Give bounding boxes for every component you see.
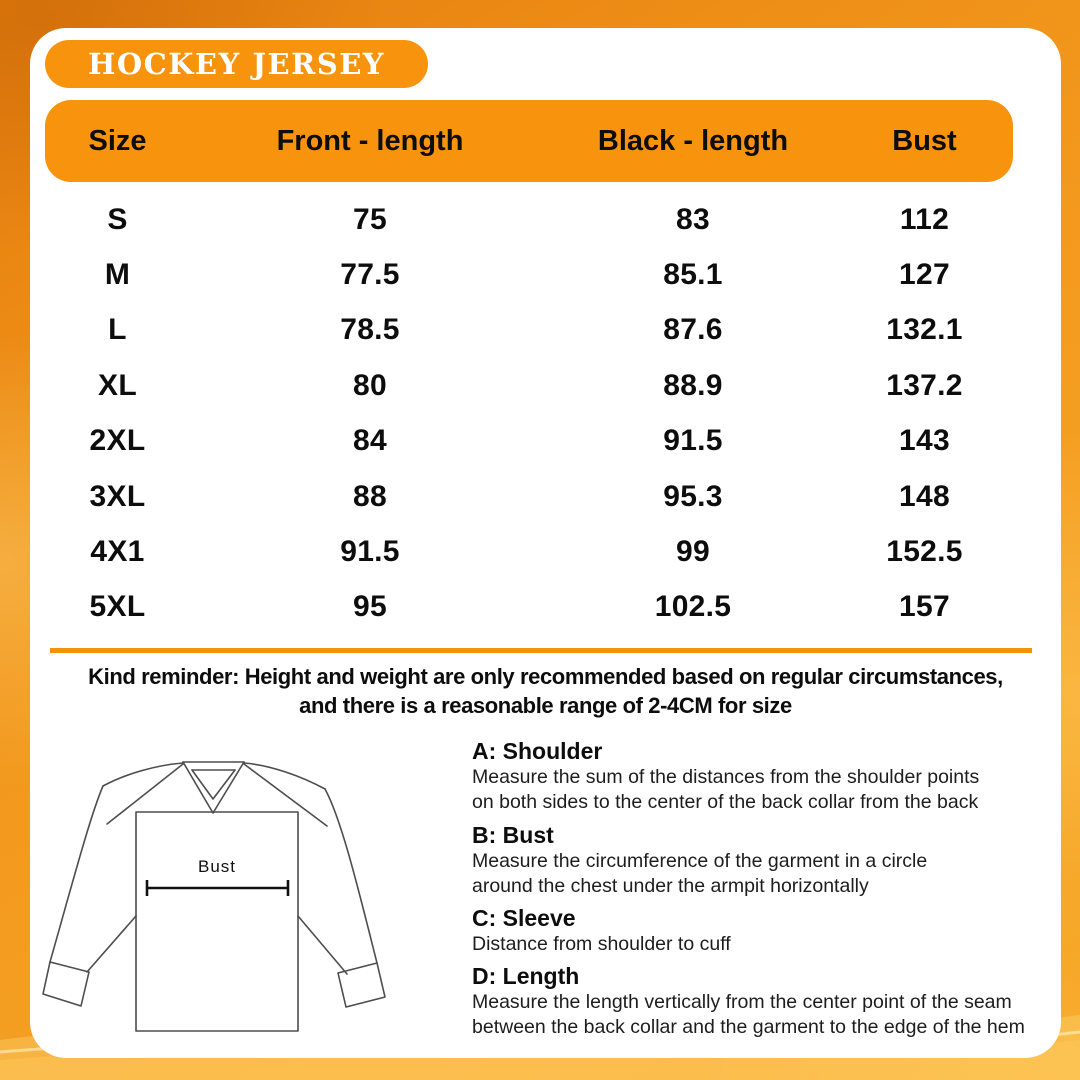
front-length-cell: 84 [353, 424, 387, 458]
guide-title: B: Bust [472, 822, 554, 848]
size-cell: XL [98, 368, 137, 402]
kind-reminder [30, 662, 1061, 720]
size-cell: L [108, 313, 127, 347]
front-length-cell: 78.5 [340, 313, 400, 347]
front-length-cell: 77.5 [340, 258, 400, 292]
product-title: HOCKEY JERSEY [87, 47, 386, 81]
guide-section-length [472, 963, 1025, 1040]
kind-reminder-line: and there is a reasonable range of 2-4CM for size [299, 693, 792, 718]
table-row [45, 192, 1013, 247]
guide-text-line: between the back collar and the garment to the edge of the hem [472, 1016, 1025, 1038]
table-row [45, 414, 1013, 469]
table-row [45, 303, 1013, 358]
guide-section-bust [472, 822, 927, 899]
guide-title: C: Sleeve [472, 905, 576, 931]
guide-text-line: Distance from shoulder to cuff [472, 933, 731, 955]
jersey-diagram [30, 720, 450, 1050]
back-length-cell: 85.1 [663, 258, 723, 292]
jersey-body [136, 812, 298, 1031]
bust-cell: 143 [899, 424, 950, 458]
bust-cell: 132.1 [886, 313, 963, 347]
back-length-cell: 87.6 [663, 313, 723, 347]
size-cell: M [104, 258, 131, 292]
table-row [45, 358, 1013, 413]
header-front-length: Front - length [276, 124, 464, 157]
guide-text-line: around the chest under the armpit horizontally [472, 875, 869, 897]
table-row [45, 469, 1013, 524]
guide-text-line: Measure the circumference of the garment in a circle [472, 850, 928, 872]
bust-cell: 148 [899, 479, 950, 513]
front-length-cell: 75 [353, 202, 387, 236]
size-cell: 2XL [89, 424, 146, 458]
divider-line [50, 648, 1032, 653]
back-length-cell: 99 [676, 535, 710, 569]
kind-reminder-line: Kind reminder: Height and weight are only recommended based on regular circumstances, [88, 664, 1003, 689]
table-row [45, 580, 1013, 635]
bust-cell: 137.2 [886, 368, 963, 402]
guide-title: D: Length [472, 963, 580, 989]
back-length-cell: 95.3 [663, 479, 723, 513]
guide-text-line: on both sides to the center of the back collar from the back [472, 791, 979, 813]
guide-text-line: Measure the sum of the distances from the shoulder points [472, 766, 980, 788]
bust-cell: 157 [899, 590, 950, 624]
back-length-cell: 88.9 [663, 368, 723, 402]
front-length-cell: 80 [353, 368, 387, 402]
back-length-cell: 91.5 [663, 424, 723, 458]
jersey-line-drawing [30, 720, 450, 1050]
size-table-body [45, 192, 1013, 635]
table-row [45, 247, 1013, 302]
front-length-cell: 88 [353, 479, 387, 513]
guide-text-line: Measure the length vertically from the center point of the seam [472, 991, 1012, 1013]
size-cell: 4X1 [90, 535, 145, 569]
back-length-cell: 102.5 [654, 590, 732, 624]
header-bust: Bust [892, 124, 957, 157]
front-length-cell: 95 [353, 590, 387, 624]
guide-section-sleeve [472, 905, 731, 957]
bust-cell: 152.5 [886, 535, 963, 569]
table-row [45, 524, 1013, 579]
size-chart-card [30, 28, 1061, 1058]
guide-section-shoulder [472, 738, 979, 815]
bust-cell: 112 [899, 202, 950, 236]
size-cell: S [107, 202, 128, 236]
bust-label: Bust [197, 857, 237, 876]
product-title-badge [45, 40, 428, 88]
bust-cell: 127 [899, 258, 950, 292]
front-length-cell: 91.5 [340, 535, 400, 569]
header-back-length: Black - length [597, 124, 789, 157]
guide-title: A: Shoulder [472, 738, 603, 764]
back-length-cell: 83 [676, 202, 710, 236]
header-size: Size [88, 124, 147, 157]
table-header-row [45, 100, 1013, 182]
size-cell: 5XL [89, 590, 146, 624]
size-cell: 3XL [89, 479, 146, 513]
